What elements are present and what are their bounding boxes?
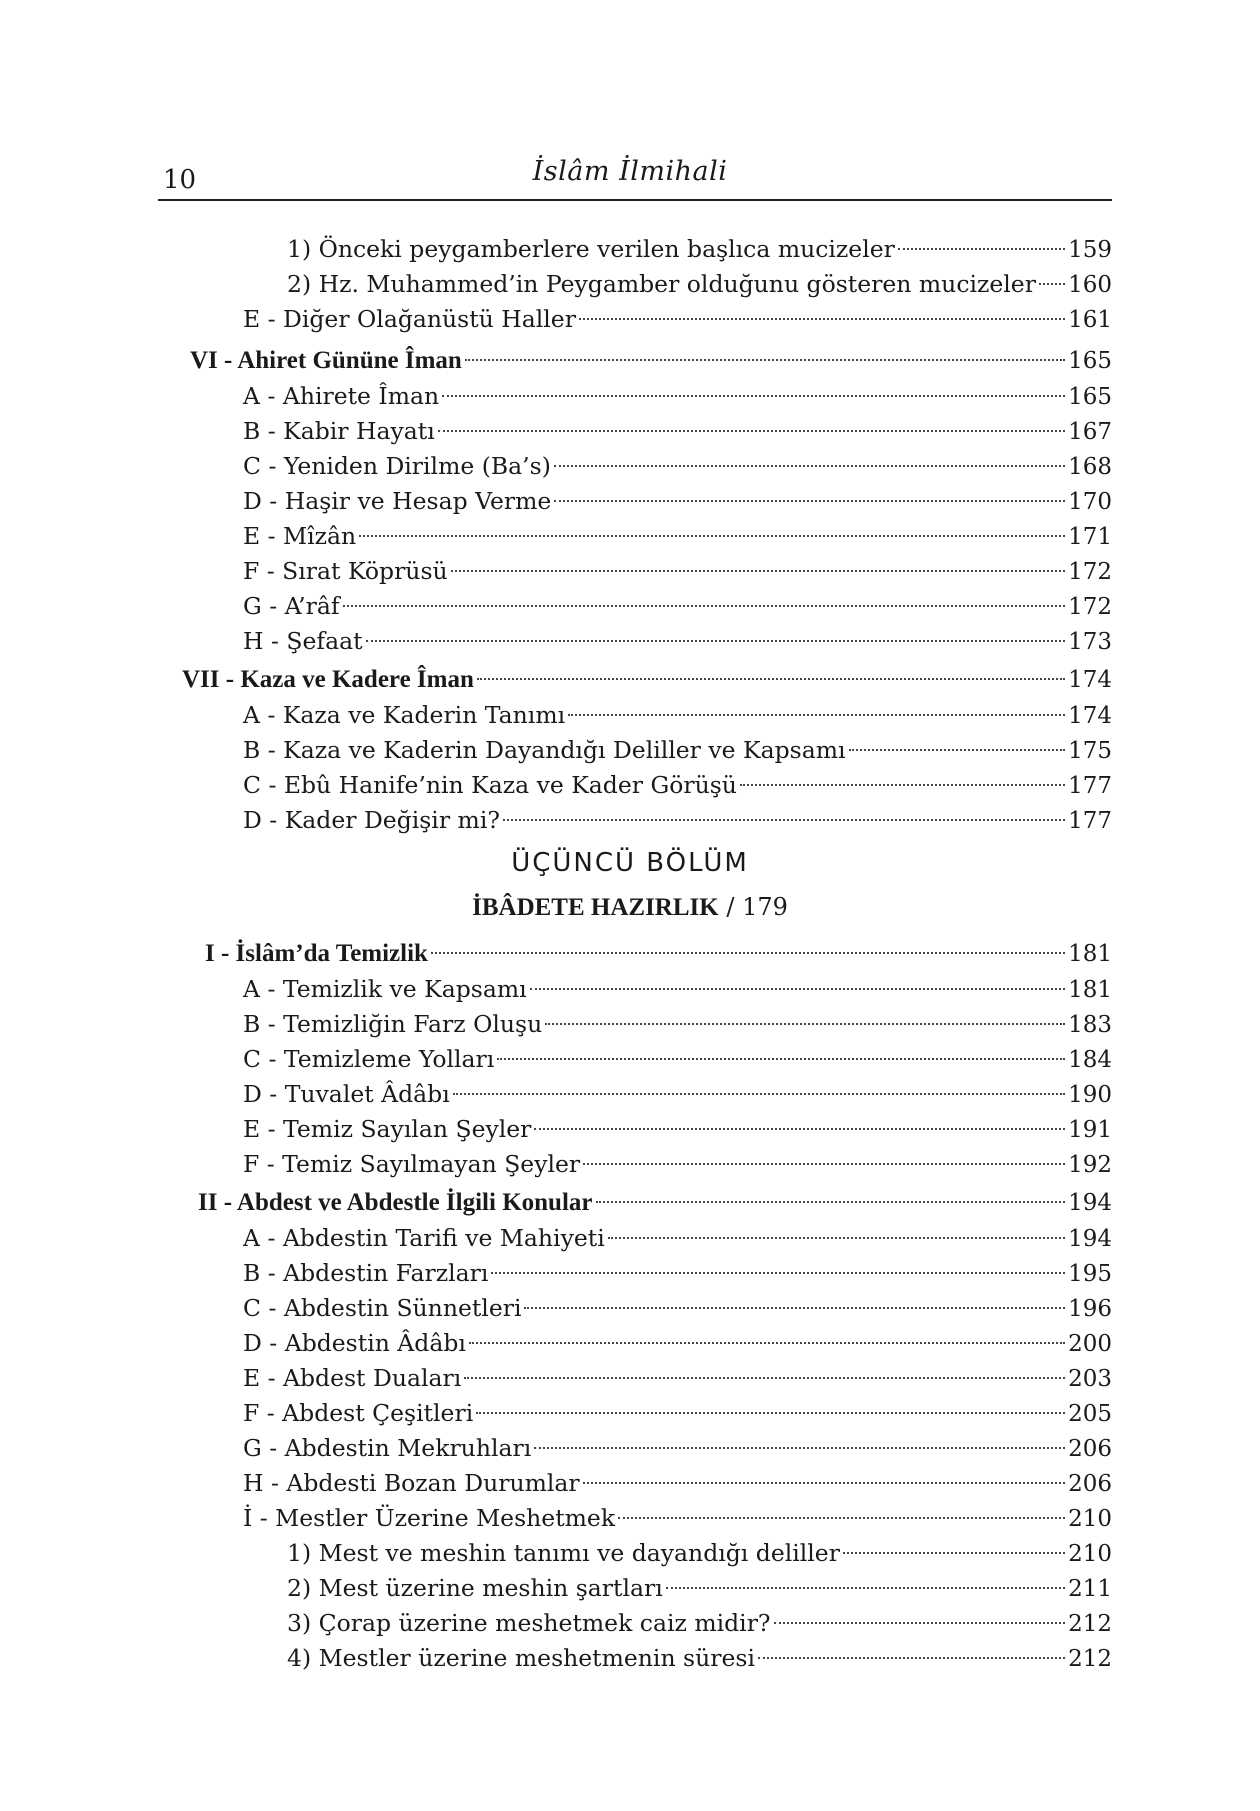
toc-entry-page: 173 (1068, 629, 1112, 655)
part-heading-text: İBÂDETE HAZIRLIK (472, 894, 719, 921)
toc-entry[interactable] (287, 232, 1112, 266)
toc-entry-label: 1) Mest ve meshin tanımı ve dayandığı deliller (287, 1539, 840, 1567)
page-number: 10 (163, 165, 197, 195)
toc-entry[interactable] (287, 267, 1112, 301)
toc-entry-page: 206 (1068, 1436, 1112, 1462)
toc-entry[interactable] (243, 803, 1112, 837)
toc-entry-page: 181 (1068, 977, 1112, 1003)
toc-entry[interactable] (243, 1431, 1112, 1465)
toc-entry-label: F - Sırat Köprüsü (243, 557, 448, 585)
toc-entry[interactable] (243, 519, 1112, 553)
toc-chapter[interactable] (182, 663, 1112, 697)
toc-entry-label: 2) Hz. Muhammed’in Peygamber olduğunu gösteren mucizeler (287, 270, 1036, 298)
toc-entry[interactable] (243, 1361, 1112, 1395)
toc-entry-page: 190 (1068, 1082, 1112, 1108)
toc-entry-label: 2) Mest üzerine meshin şartları (287, 1574, 663, 1602)
leader-dots (366, 640, 1066, 642)
leader-dots (491, 1272, 1065, 1274)
toc-entry-page: 174 (1068, 703, 1112, 729)
toc-chapter-label: VI - Ahiret Gününe Îman (190, 347, 462, 374)
toc-entry-label: A - Ahirete Îman (243, 382, 440, 410)
toc-entry-label: B - Kabir Hayatı (243, 417, 435, 445)
toc-entry-page: 175 (1068, 738, 1112, 764)
toc-entry-page: 210 (1068, 1506, 1112, 1532)
toc-entry-page: 183 (1068, 1012, 1112, 1038)
toc-entry-page: 200 (1068, 1331, 1112, 1357)
toc-entry-label: 4) Mestler üzerine meshetmenin süresi (287, 1644, 755, 1672)
leader-dots (530, 988, 1065, 990)
toc-entry-page: 177 (1068, 808, 1112, 834)
header-rule (158, 199, 1112, 201)
leader-dots (608, 1237, 1065, 1239)
leader-dots (464, 1377, 1065, 1379)
toc-entry[interactable] (287, 1571, 1112, 1605)
toc-entry-page: 194 (1068, 1226, 1112, 1252)
leader-dots (849, 749, 1066, 751)
toc-entry-label: H - Abdesti Bozan Durumlar (243, 1469, 580, 1497)
leader-dots (583, 1482, 1065, 1484)
leader-dots (579, 318, 1065, 320)
toc-entry-label: E - Diğer Olağanüstü Haller (243, 305, 576, 333)
toc-entry[interactable] (243, 1042, 1112, 1076)
toc-entry[interactable] (243, 768, 1112, 802)
leader-dots (534, 1128, 1065, 1130)
toc-entry-label: C - Abdestin Sünnetleri (243, 1294, 522, 1322)
part-heading-page: / 179 (718, 893, 788, 921)
leader-dots (758, 1657, 1065, 1659)
toc-entry[interactable] (287, 1641, 1112, 1675)
leader-dots (524, 1307, 1065, 1309)
leader-dots (438, 430, 1065, 432)
toc-entry[interactable] (243, 698, 1112, 732)
toc-entry-page: 184 (1068, 1047, 1112, 1073)
toc-entry[interactable] (243, 1326, 1112, 1360)
leader-dots (618, 1517, 1065, 1519)
part-heading (0, 893, 1260, 922)
running-title: İslâm İlmihali (532, 156, 728, 187)
toc-entry-page: 165 (1068, 384, 1112, 410)
toc-entry-label: C - Ebû Hanife’nin Kaza ve Kader Görüşü (243, 771, 737, 799)
toc-entry-page: 172 (1068, 594, 1112, 620)
leader-dots (568, 714, 1065, 716)
toc-entry-page: 212 (1068, 1646, 1112, 1672)
toc-entry-page: 192 (1068, 1152, 1112, 1178)
toc-entry-label: H - Şefaat (243, 627, 363, 655)
leader-dots (442, 395, 1065, 397)
toc-entry-label: 3) Çorap üzerine meshetmek caiz midir? (287, 1609, 771, 1637)
toc-entry-page: 159 (1068, 237, 1112, 263)
toc-entry-page: 212 (1068, 1611, 1112, 1637)
leader-dots (843, 1552, 1065, 1554)
toc-entry-label: G - Abdestin Mekruhları (243, 1434, 532, 1462)
toc-entry-page: 206 (1068, 1471, 1112, 1497)
toc-entry-label: F - Temiz Sayılmayan Şeyler (243, 1150, 581, 1178)
toc-entry[interactable] (243, 379, 1112, 413)
toc-entry-page: 203 (1068, 1366, 1112, 1392)
toc-entry-label: D - Abdestin Âdâbı (243, 1329, 466, 1357)
toc-entry-label: B - Abdestin Farzları (243, 1259, 489, 1287)
toc-entry[interactable] (243, 1291, 1112, 1325)
toc-entry[interactable] (243, 1112, 1112, 1146)
toc-entry-page: 210 (1068, 1541, 1112, 1567)
toc-entry-label: E - Abdest Duaları (243, 1364, 462, 1392)
toc-entry-label: İ - Mestler Üzerine Meshetmek (243, 1504, 616, 1532)
toc-entry[interactable] (243, 1147, 1112, 1181)
toc-entry[interactable] (243, 449, 1112, 483)
toc-entry-label: G - A’râf (243, 592, 340, 620)
toc-entry-page: 160 (1068, 272, 1112, 298)
leader-dots (1039, 283, 1065, 285)
toc-chapter[interactable] (198, 1186, 1112, 1220)
toc-entry-label: D - Tuvalet Âdâbı (243, 1080, 450, 1108)
toc-entry-page: 191 (1068, 1117, 1112, 1143)
leader-dots (774, 1622, 1066, 1624)
leader-dots (453, 1093, 1065, 1095)
toc-entry[interactable] (243, 1396, 1112, 1430)
toc-chapter-page: 165 (1068, 348, 1112, 374)
leader-dots (477, 678, 1065, 680)
leader-dots (666, 1587, 1065, 1589)
leader-dots (476, 1412, 1065, 1414)
toc-entry-page: 161 (1068, 307, 1112, 333)
toc-entry[interactable] (243, 1077, 1112, 1111)
leader-dots (359, 535, 1065, 537)
toc-entry-label: C - Temizleme Yolları (243, 1045, 495, 1073)
toc-entry[interactable] (243, 589, 1112, 623)
leader-dots (583, 1163, 1065, 1165)
toc-chapter[interactable] (190, 344, 1112, 378)
toc-entry[interactable] (287, 1536, 1112, 1570)
leader-dots (898, 248, 1065, 250)
toc-entry-page: 167 (1068, 419, 1112, 445)
toc-entry[interactable] (243, 624, 1112, 658)
toc-entry[interactable] (243, 1501, 1112, 1535)
leader-dots (596, 1201, 1066, 1203)
toc-entry-label: E - Temiz Sayılan Şeyler (243, 1115, 532, 1143)
leader-dots (431, 952, 1065, 954)
toc-entry-page: 171 (1068, 524, 1112, 550)
toc-entry-label: D - Kader Değişir mi? (243, 806, 500, 834)
toc-chapter-label: I - İslâm’da Temizlik (205, 940, 428, 967)
toc-entry-page: 168 (1068, 454, 1112, 480)
toc-entry[interactable] (243, 302, 1112, 336)
toc-chapter[interactable] (205, 937, 1112, 971)
toc-entry-page: 205 (1068, 1401, 1112, 1427)
toc-entry-label: A - Abdestin Tarifi ve Mahiyeti (243, 1224, 605, 1252)
toc-entry-label: A - Temizlik ve Kapsamı (243, 975, 527, 1003)
toc-entry[interactable] (287, 1606, 1112, 1640)
leader-dots (554, 500, 1065, 502)
leader-dots (740, 784, 1065, 786)
leader-dots (554, 465, 1065, 467)
leader-dots (451, 570, 1065, 572)
toc-chapter-page: 194 (1068, 1190, 1112, 1216)
toc-entry[interactable] (243, 554, 1112, 588)
toc-chapter-page: 181 (1068, 941, 1112, 967)
toc-entry[interactable] (243, 484, 1112, 518)
toc-entry-page: 195 (1068, 1261, 1112, 1287)
toc-entry[interactable] (243, 972, 1112, 1006)
toc-entry-label: C - Yeniden Dirilme (Ba’s) (243, 452, 551, 480)
toc-chapter-label: II - Abdest ve Abdestle İlgili Konular (198, 1189, 593, 1216)
toc-entry[interactable] (243, 1256, 1112, 1290)
toc-entry-page: 196 (1068, 1296, 1112, 1322)
part-title: ÜÇÜNCÜ BÖLÜM (511, 848, 749, 878)
leader-dots (534, 1447, 1065, 1449)
toc-entry[interactable] (243, 1466, 1112, 1500)
toc-entry-page: 211 (1068, 1576, 1112, 1602)
leader-dots (469, 1342, 1065, 1344)
toc-entry[interactable] (243, 1007, 1112, 1041)
toc-entry-label: A - Kaza ve Kaderin Tanımı (243, 701, 566, 729)
toc-entry-label: 1) Önceki peygamberlere verilen başlıca mucizeler (287, 235, 895, 263)
toc-entry[interactable] (243, 733, 1112, 767)
toc-entry-page: 170 (1068, 489, 1112, 515)
leader-dots (465, 359, 1065, 361)
toc-entry[interactable] (243, 1221, 1112, 1255)
leader-dots (503, 819, 1065, 821)
toc-entry-label: F - Abdest Çeşitleri (243, 1399, 474, 1427)
toc-chapter-page: 174 (1068, 667, 1112, 693)
toc-entry-page: 172 (1068, 559, 1112, 585)
toc-entry-label: B - Kaza ve Kaderin Dayandığı Deliller ve Kapsamı (243, 736, 846, 764)
toc-entry-label: B - Temizliğin Farz Oluşu (243, 1010, 543, 1038)
toc-entry-label: D - Haşir ve Hesap Verme (243, 487, 552, 515)
toc-entry-label: E - Mîzân (243, 522, 357, 550)
toc-entry[interactable] (243, 414, 1112, 448)
toc-chapter-label: VII - Kaza ve Kadere Îman (182, 666, 474, 693)
leader-dots (545, 1023, 1065, 1025)
leader-dots (497, 1058, 1065, 1060)
toc-entry-page: 177 (1068, 773, 1112, 799)
leader-dots (343, 605, 1066, 607)
